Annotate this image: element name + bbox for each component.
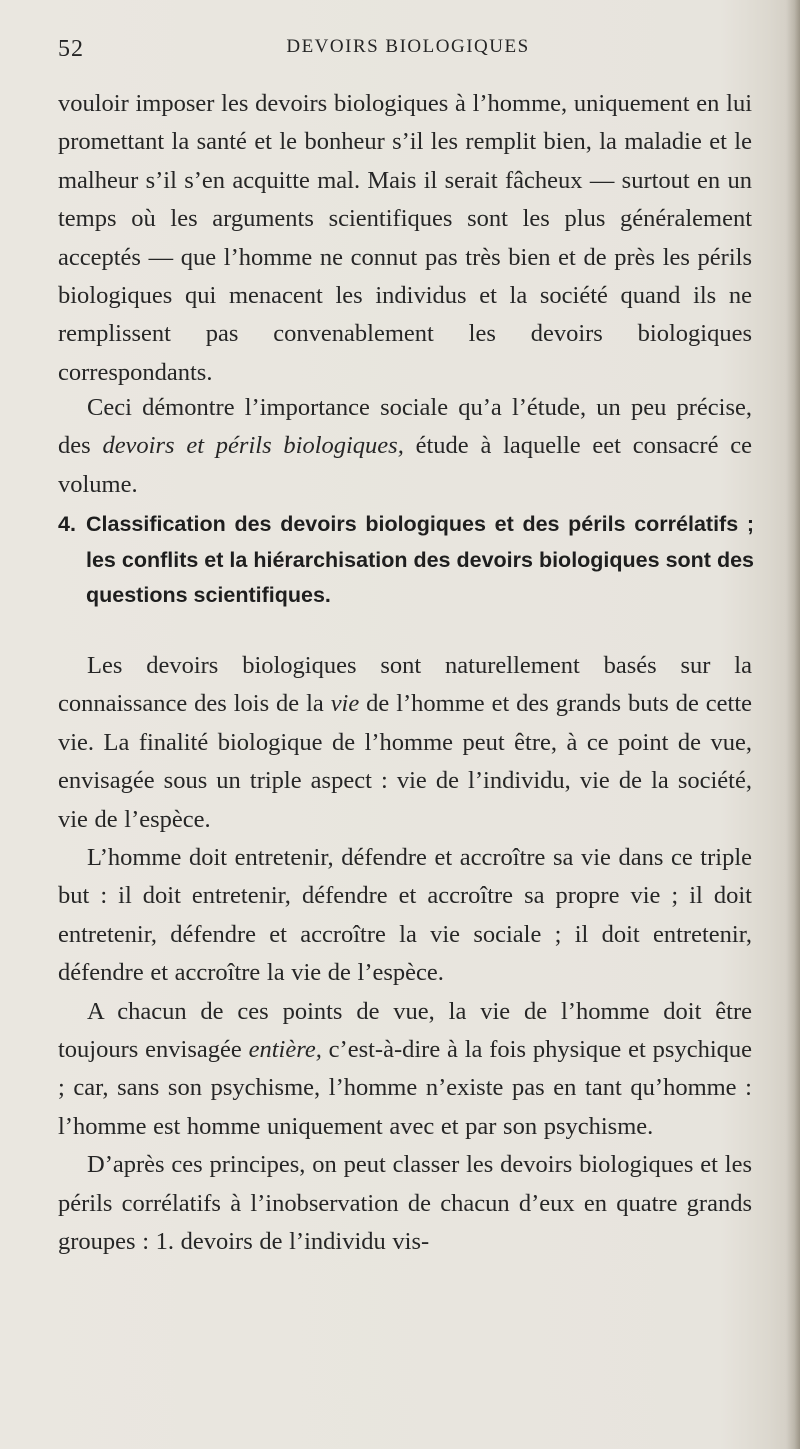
section-title: Classification des devoirs biologiques et des périls corrélatifs ; les conflits et la hiérarchisation des devoirs biologiques sont des questions scientifiques. <box>86 512 754 607</box>
paragraph-3-text: Les devoirs biologiques sont naturellement basés sur la connaissance des lois de la <box>58 652 752 718</box>
paragraph-2-text: Ceci démontre l’importance sociale qu’a l’étude, un peu précise, des <box>58 394 752 460</box>
paragraph-4: L’homme doit entretenir, défendre et accroître sa vie dans ce triple but : il doit entretenir, défendre et accroître sa propre vie ; il doit entretenir, défendre et accroître la vie sociale ; il doit entretenir, défendre et accroître la vie de l’espèce. <box>58 844 752 987</box>
body-text-section <box>58 647 752 1262</box>
paragraph-3-text-end: de l’homme et des grands buts de cette vie. La finalité biologique de l’homme peut être, à ce point de vue, envisagée sous un triple aspect : vie de l’individu, vie de la société, vie de l’espèce. <box>58 690 753 833</box>
section-heading <box>58 507 754 614</box>
paragraph-2 <box>58 389 752 504</box>
paragraph-6: D’après ces principes, on peut classer les devoirs biologiques et les périls corrélatifs à l’inobservation de chacun d’eux en quatre grands groupes : 1. devoirs de l’individu vis- <box>58 1151 752 1256</box>
paragraph-5-italic: entière, <box>248 1036 322 1064</box>
page-number: 52 <box>58 36 84 62</box>
paragraph-2-italic: devoirs et périls biologiques, <box>102 432 404 460</box>
paragraph-3 <box>58 647 752 839</box>
paragraph-1: vouloir imposer les devoirs biologiques à l’homme, uniquement en lui promettant la santé et le bonheur s’il les remplit bien, la maladie et le malheur s’il s’en acquitte mal. Mais il serait fâcheux — surtout en un temps où les arguments scientifiques sont les plus généralement acceptés — que l’homme ne connut pas très bien et de près les périls biologiques qui menacent les individus et la société quand ils ne remplissent pas convenablement les devoirs biologiques correspondants. <box>58 90 752 386</box>
body-text-top <box>58 85 752 392</box>
page-edge-shadow <box>786 0 800 1449</box>
paragraph-3-italic: vie <box>330 690 360 718</box>
paragraph-2-text-end: étude à laquelle eet consacré ce volume. <box>58 432 752 498</box>
page-header <box>58 36 758 76</box>
paragraph-5-text: A chacun de ces points de vue, la vie de l’homme doit être toujours envisagée <box>58 997 752 1064</box>
running-head: DEVOIRS BIOLOGIQUES <box>286 36 530 57</box>
paragraph-5-text-end: c’est-à-dire à la fois physique et psychique ; car, sans son psychisme, l’homme n’existe pas en tant qu’homme : l’homme est homme uniquement avec et par son psychisme. <box>58 1036 752 1140</box>
body-text-intro-end <box>58 389 752 504</box>
paragraph-5 <box>58 993 752 1147</box>
section-number: 4. <box>58 512 76 536</box>
